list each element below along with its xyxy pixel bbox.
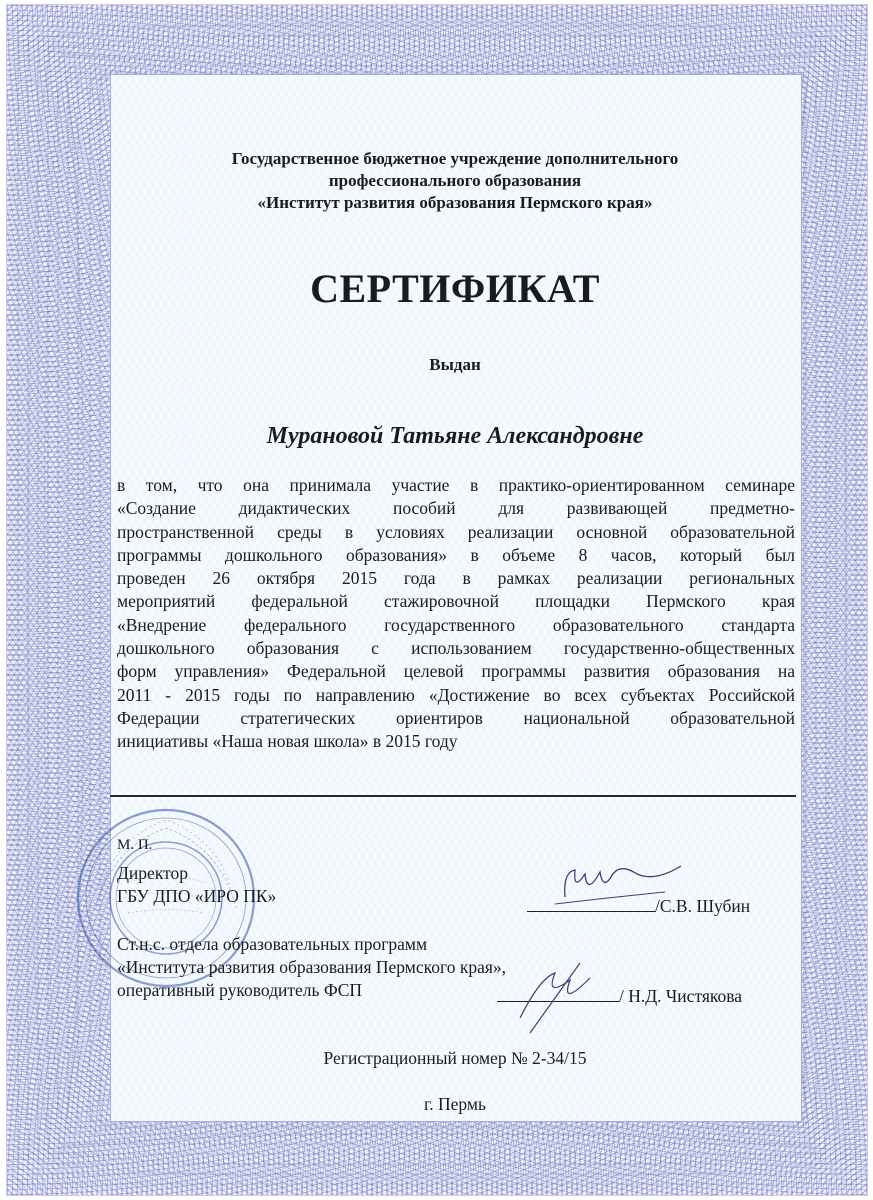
director-name: /С.В. Шубин (655, 896, 751, 916)
body-line: проведен 26 октября 2015 года в рамках реализации региональных (117, 568, 795, 589)
body-line: в том, что она принимала участие в практико-ориентированном семинаре (117, 475, 795, 495)
body-line: 2011 - 2015 годы по направлению «Достижение во всех субъектах Российской (117, 684, 795, 705)
institution-line-1: Государственное бюджетное учреждение дополнительного (231, 149, 679, 168)
body-line: дошкольного образования с использованием государственно-общественных (117, 638, 795, 659)
staff-position: Ст.н.с. отдела образовательных программ (117, 934, 428, 954)
director-title: Директор (117, 863, 189, 883)
staff-organization: «Института развития образования Пермского края», (117, 957, 507, 977)
handwritten-signature-icon (545, 852, 695, 912)
institution-header (110, 148, 800, 214)
staff-role: оперативный руководитель ФСП (117, 980, 363, 1000)
certificate-title: СЕРТИФИКАТ (310, 266, 600, 311)
institution-line-3: «Институт развития образования Пермского края» (257, 193, 653, 212)
issue-city: г. Пермь (424, 1094, 486, 1114)
body-line: «Создание дидактических пособий для развивающей предметно- (117, 498, 795, 519)
body-line: форм управления» Федеральной целевой программы развития образования на (117, 661, 795, 682)
registration-number: Регистрационный номер № 2-34/15 (323, 1048, 587, 1068)
institution-line-2: профессионального образования (328, 171, 582, 190)
seal-place-label: М. П. (117, 837, 153, 853)
handwritten-signature-icon (500, 958, 610, 1038)
body-line: мероприятий федеральной стажировочной площадки Пермского края (117, 591, 795, 612)
body-line: программы дошкольного образования» в объеме 8 часов, который был (117, 544, 795, 565)
certificate-body-text (117, 474, 795, 754)
body-line: Федерации стратегических ориентиров национальной образовательной (117, 707, 795, 728)
body-line: «Внедрение федерального государственного образовательного стандарта (117, 614, 795, 635)
staff-name: / Н.Д. Чистякова (619, 986, 743, 1006)
director-organization: ГБУ ДПО «ИРО ПК» (117, 886, 277, 906)
body-line: пространственной среды в условиях реализации основной образовательной (117, 521, 795, 542)
issued-label: Выдан (429, 355, 481, 374)
recipient-name: Мурановой Татьяне Александровне (266, 423, 644, 449)
body-line: инициативы «Наша новая школа» в 2015 году (117, 731, 458, 752)
